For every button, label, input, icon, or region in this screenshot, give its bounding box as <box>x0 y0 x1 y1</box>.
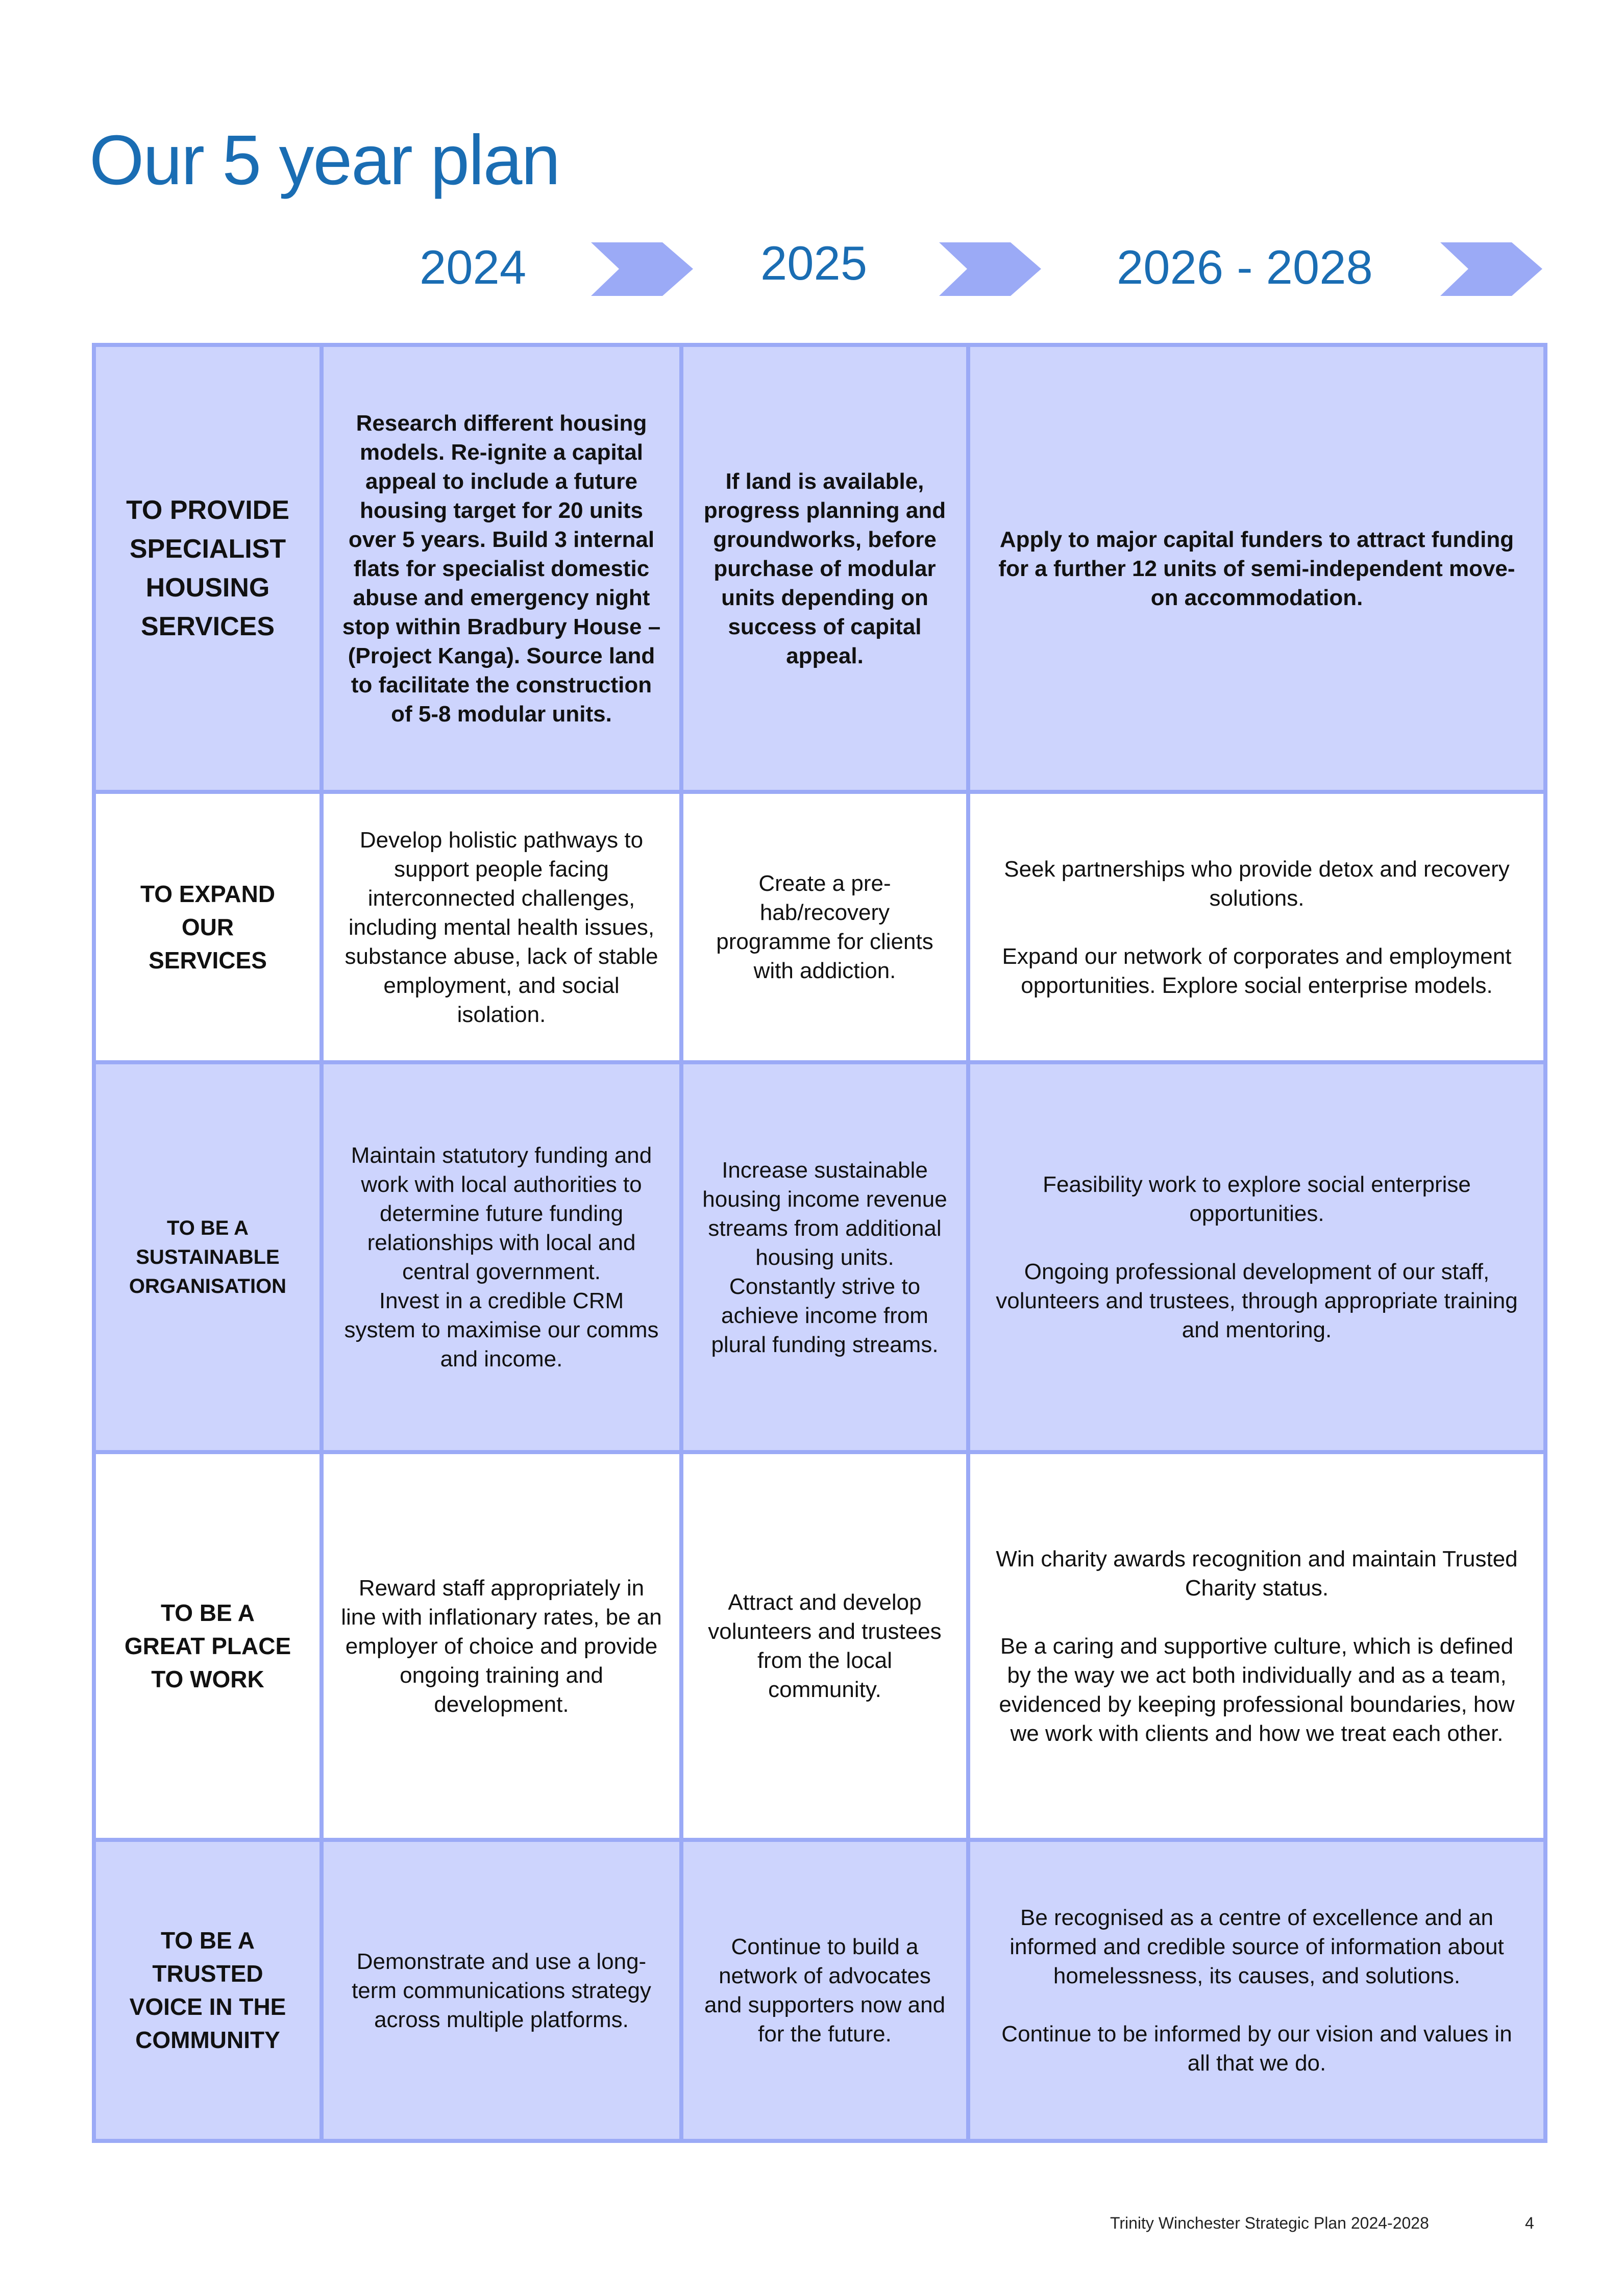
page-title: Our 5 year plan <box>89 121 560 199</box>
table-row <box>94 1452 1545 1840</box>
cell-2026-2028: Seek partnerships who provide detox and recovery solutions. Expand our network of corporates and employment opportunities. Explore social enterprise models. <box>968 792 1545 1062</box>
cell-2026-2028: Win charity awards recognition and maintain Trusted Charity status. Be a caring and supportive culture, which is defined by the way we act both individually and as a team, evidenced by keeping professional boundaries, how we work with clients and how we treat each other. <box>968 1452 1545 1840</box>
cell-2024: Maintain statutory funding and work with local authorities to determine future funding relationships with local and central government. Invest in a credible CRM system to maximise our comms and income. <box>322 1062 681 1452</box>
table-row <box>94 792 1545 1062</box>
cell-2024: Reward staff appropriately in line with inflationary rates, be an employer of choice and provide ongoing training and development. <box>322 1452 681 1840</box>
cell-2024: Develop holistic pathways to support people facing interconnected challenges, including mental health issues, substance abuse, lack of stable employment, and social isolation. <box>322 792 681 1062</box>
cell-2025: Increase sustainable housing income revenue streams from additional housing units. Constantly strive to achieve income from plural funding streams. <box>681 1062 968 1452</box>
footer-text: Trinity Winchester Strategic Plan 2024-2028 <box>1110 2214 1429 2232</box>
row-heading: TO BE A GREAT PLACE TO WORK <box>94 1452 322 1840</box>
table-row <box>94 1840 1545 2141</box>
cell-2025: Attract and develop volunteers and trustees from the local community. <box>681 1452 968 1840</box>
row-heading: TO EXPAND OUR SERVICES <box>94 792 322 1062</box>
chevron-right-icon <box>939 242 1041 296</box>
year-2025: 2025 <box>760 236 868 290</box>
cell-2026-2028: Feasibility work to explore social enterprise opportunities. Ongoing professional development of our staff, volunteers and trustees, through appropriate training and mentoring. <box>968 1062 1545 1452</box>
plan-table <box>92 343 1547 2143</box>
row-heading: TO BE A TRUSTED VOICE IN THE COMMUNITY <box>94 1840 322 2141</box>
cell-2026-2028: Be recognised as a centre of excellence and an informed and credible source of information about homelessness, its causes, and solutions. Continue to be informed by our vision and values in all that we do. <box>968 1840 1545 2141</box>
row-heading: TO BE A SUSTAINABLE ORGANISATION <box>94 1062 322 1452</box>
page-number: 4 <box>1525 2214 1534 2232</box>
table-row <box>94 345 1545 792</box>
cell-2025: If land is available, progress planning and groundworks, before purchase of modular units depending on success of capital appeal. <box>681 345 968 792</box>
year-2024: 2024 <box>420 240 527 294</box>
cell-2026-2028: Apply to major capital funders to attract funding for a further 12 units of semi-independent move-on accommodation. <box>968 345 1545 792</box>
row-heading: TO PROVIDE SPECIALIST HOUSING SERVICES <box>94 345 322 792</box>
table-row <box>94 1062 1545 1452</box>
cell-2024: Demonstrate and use a long-term communications strategy across multiple platforms. <box>322 1840 681 2141</box>
year-2026-2028: 2026 - 2028 <box>1117 240 1373 294</box>
cell-2025: Continue to build a network of advocates and supporters now and for the future. <box>681 1840 968 2141</box>
cell-2025: Create a pre-hab/recovery programme for clients with addiction. <box>681 792 968 1062</box>
chevron-right-icon <box>1440 242 1542 296</box>
chevron-right-icon <box>591 242 693 296</box>
cell-2024: Research different housing models. Re-ignite a capital appeal to include a future housing target for 20 units over 5 years. Build 3 internal flats for specialist domestic abuse and emergency night stop within Bradbury House – (Project Kanga). Source land to facilitate the construction of 5-8 modular units. <box>322 345 681 792</box>
